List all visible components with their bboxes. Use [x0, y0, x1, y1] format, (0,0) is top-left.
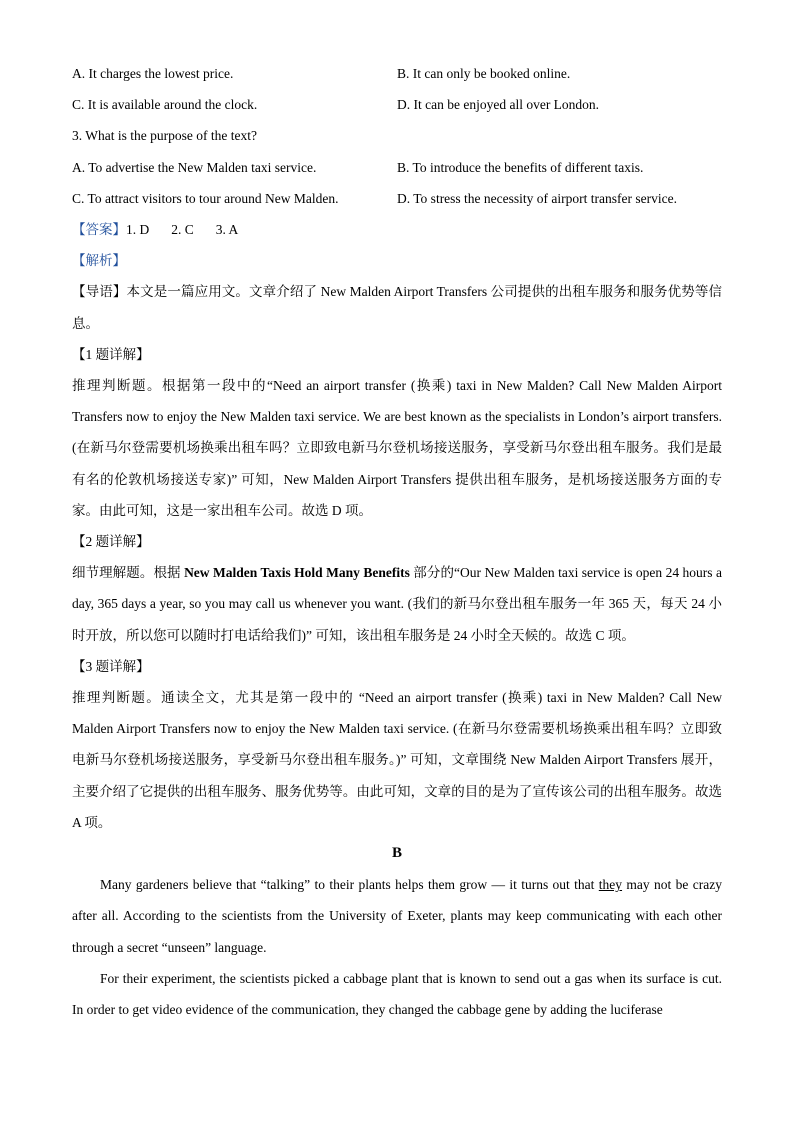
option-c: C. It is available around the clock. [72, 97, 258, 113]
section-b-paragraph-2: For their experiment, the scientists picked a cabbage plant that is known to send out a gas when its surface is cut. In order to get video evidence of the communication, they changed the cabbage gene by adding the luciferase [72, 970, 722, 1017]
option-c: C. To attract visitors to tour around New Malden. [72, 190, 339, 206]
analysis-label: 【解析】 [72, 253, 126, 269]
q1-detail-label: 【1 题详解】 [72, 346, 150, 362]
q2-detail-text-after: 部分的“Our New Malden taxi service is open 24 hours a day, 365 days a year, so you may call us whenever you want. (我们的新马尔登出租车服务一年 365 天，每天 24 小时开放，所以您可以随时打电话给我们)” 可知，该出租车服务是 24 小时全天候的。故选 C 项。 [72, 565, 722, 643]
q2-options-row-1 [72, 58, 722, 89]
answer-2: 2. C [171, 221, 194, 237]
answer-line [72, 214, 722, 245]
option-b: B. It can only be booked online. [397, 66, 571, 81]
answer-label: 【答案】 [72, 221, 126, 237]
option-d: D. It can be enjoyed all over London. [397, 97, 600, 113]
q3-detail-text: 推理判断题。通读全文，尤其是第一段中的 “Need an airport transfer (换乘) taxi in New Malden? Call New Malden Airport Transfers now to enjoy the New Malden taxi service. (在新马尔登需要机场换乘出租车吗？立即致电新马尔登机场接送服务，享受新马尔登出租车服务。)” 可知，文章围绕 New Malden Airport Transfers 展开，主要介绍了它提供的出租车服务、服务优势等。由此可知，文章的目的是为了宣传该公司的出租车服务。故选 A 项。 [72, 689, 722, 830]
section-b-paragraph-1 [72, 869, 722, 963]
answer-3: 3. A [215, 221, 239, 237]
question-3: 3. What is the purpose of the text? [72, 128, 257, 144]
document-page [72, 58, 722, 1025]
p1-underlined-word: they [598, 877, 623, 893]
q1-detail-text: 推理判断题。根据第一段中的“Need an airport transfer (换乘) taxi in New Malden? Call New Malden Airport Transfers now to enjoy the New Malden taxi service. We are best known as the specialists in London’s airport transfers. (在新马尔登需要机场换乘出租车吗？立即致电新马尔登机场接送服务，享受新马尔登出租车服务。我们是最有名的伦敦机场接送专家)” 可知，New Malden Airport Transfers 提供出租车服务，是机场接送服务方面的专家。由此可知，这是一家出租车公司。故选 D 项。 [72, 377, 722, 518]
guide-label: 【导语】 [72, 284, 127, 300]
p1-after: may not be crazy after all. According to the scientists from the University of Exeter, plants may keep communicating with each other through a secret “unseen” language. [72, 877, 722, 955]
q2-detail-paragraph [72, 557, 722, 651]
q3-detail-label: 【3 题详解】 [72, 658, 150, 674]
q2-detail-text-before: 细节理解题。根据 [72, 565, 185, 581]
guide-paragraph [72, 276, 722, 338]
section-b-heading: B [391, 844, 402, 861]
q2-options-row-2 [72, 89, 722, 120]
option-d: D. To stress the necessity of airport transfer service. [397, 190, 677, 206]
option-b: B. To introduce the benefits of different taxis. [397, 159, 644, 175]
q2-detail-label: 【2 题详解】 [72, 533, 150, 549]
option-a: A. To advertise the New Malden taxi service. [72, 159, 317, 175]
p1-before: Many gardeners believe that “talking” to their plants helps them grow — it turns out that [100, 877, 599, 893]
option-a: A. It charges the lowest price. [72, 66, 234, 81]
guide-text: 本文是一篇应用文。文章介绍了 New Malden Airport Transfers 公司提供的出租车服务和服务优势等信息。 [72, 284, 723, 331]
q2-detail-bold-heading: New Malden Taxis Hold Many Benefits [184, 565, 410, 581]
answer-1: 1. D [126, 221, 150, 237]
q3-options-row-1 [72, 152, 722, 183]
q3-options-row-2 [72, 183, 722, 214]
